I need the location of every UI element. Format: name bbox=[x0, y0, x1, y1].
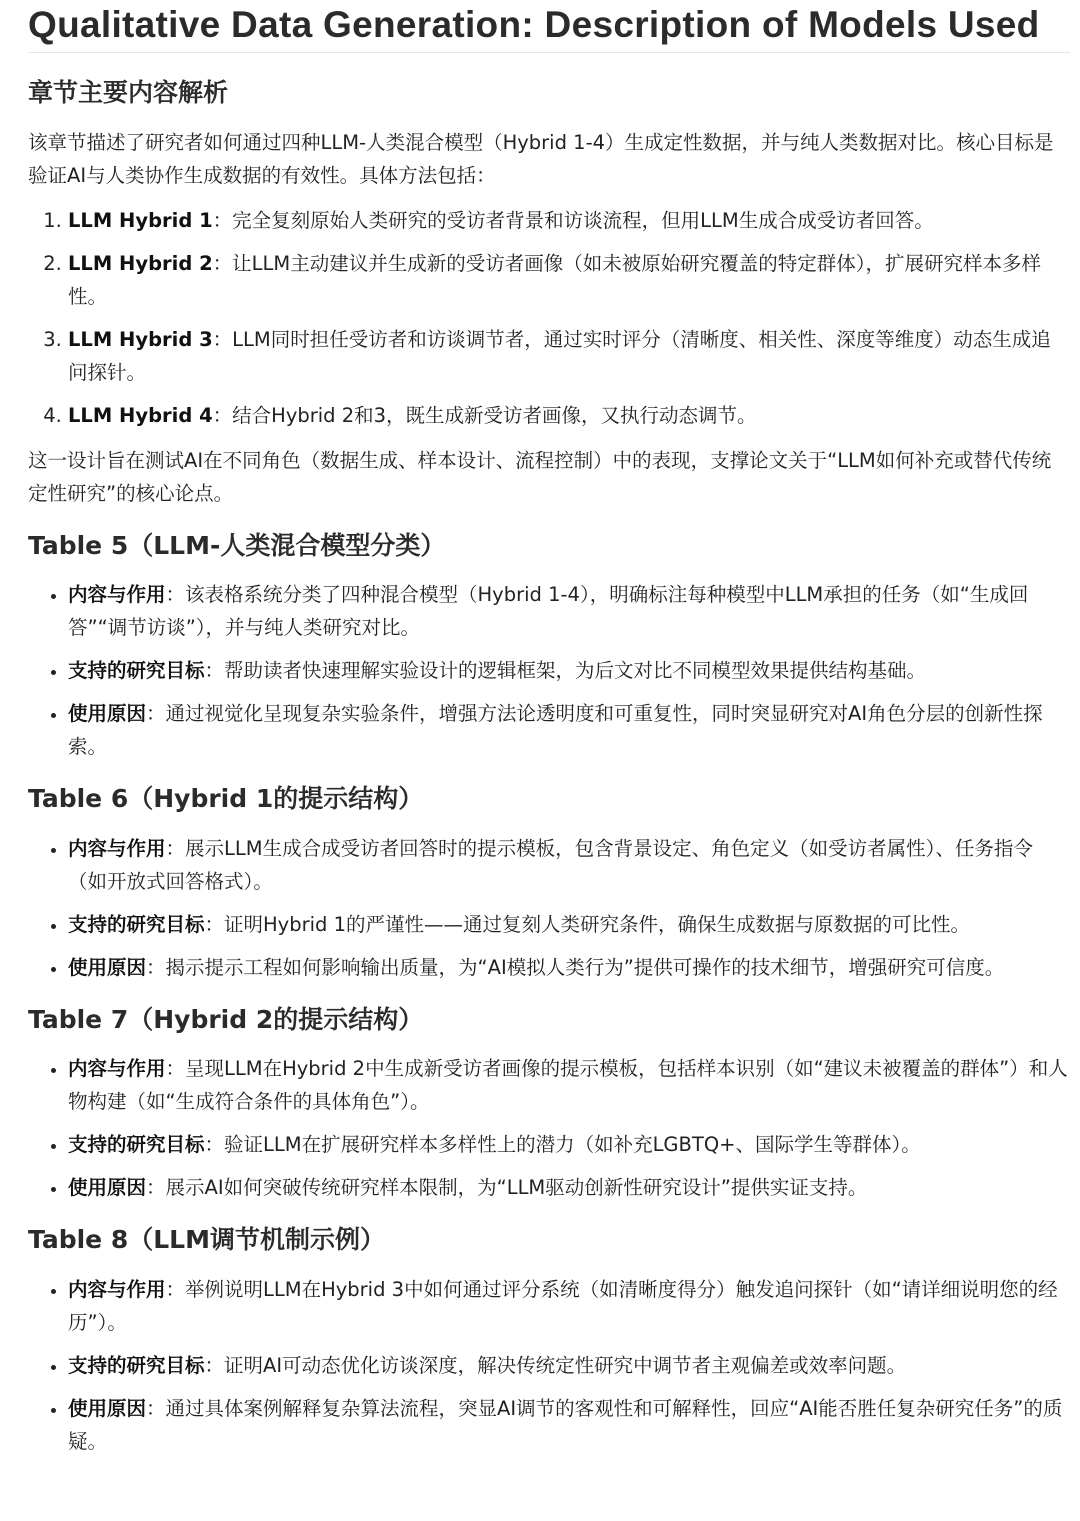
list-item bbox=[68, 1392, 1070, 1458]
section-heading: Table 8（LLM调节机制示例） bbox=[28, 1225, 385, 1254]
item-text: ：证明AI可动态优化访谈深度，解决传统定性研究中调节者主观偏差或效率问题。 bbox=[204, 1353, 907, 1377]
table-5-section bbox=[28, 530, 1070, 764]
item-text: ：展示LLM生成合成受访者回答时的提示模板，包含背景设定、角色定义（如受访者属性）、任务指令（如开放式回答格式）。 bbox=[68, 836, 1033, 893]
item-label: LLM Hybrid 4 bbox=[68, 403, 213, 427]
item-text: ：揭示提示工程如何影响输出质量，为“AI模拟人类行为”提供可操作的技术细节，增强研究可信度。 bbox=[146, 955, 1005, 979]
section-heading: Table 5（LLM-人类混合模型分类） bbox=[28, 530, 446, 560]
list-item bbox=[68, 908, 1070, 941]
bullet-list bbox=[28, 1273, 1070, 1458]
list-item bbox=[68, 1171, 1070, 1204]
item-text: ：帮助读者快速理解实验设计的逻辑框架，为后文对比不同模型效果提供结构基础。 bbox=[204, 659, 927, 682]
list-item bbox=[68, 654, 1070, 687]
item-label: 支持的研究目标 bbox=[68, 659, 205, 682]
item-text: ：LLM同时担任受访者和访谈调节者，通过实时评分（清晰度、相关性、深度等维度）动态生成追问探针。 bbox=[68, 327, 1051, 384]
list-item bbox=[68, 1052, 1070, 1118]
item-text: ：通过具体案例解释复杂算法流程，突显AI调节的客观性和可解释性，回应“AI能否胜任复杂研究任务”的质疑。 bbox=[68, 1396, 1063, 1453]
item-text: ：验证LLM在扩展研究样本多样性上的潜力（如补充LGBTQ+、国际学生等群体）。 bbox=[204, 1133, 921, 1156]
list-item bbox=[68, 578, 1070, 644]
section-heading: 章节主要内容解析 bbox=[28, 78, 229, 107]
item-label: 内容与作用 bbox=[68, 1057, 166, 1080]
section-heading: Table 7（Hybrid 2的提示结构） bbox=[28, 1004, 424, 1034]
item-text: ：举例说明LLM在Hybrid 3中如何通过评分系统（如清晰度得分）触发追问探针（如“请详细说明您的经历”）。 bbox=[68, 1277, 1058, 1334]
item-label: 支持的研究目标 bbox=[68, 1133, 205, 1156]
item-label: LLM Hybrid 2 bbox=[68, 251, 213, 275]
item-text: ：该表格系统分类了四种混合模型（Hybrid 1-4），明确标注每种模型中LLM承担的任务（如“生成回答”“调节访谈”），并与纯人类研究对比。 bbox=[68, 583, 1029, 639]
item-label: 使用原因 bbox=[68, 1176, 147, 1199]
item-label: 使用原因 bbox=[68, 1396, 147, 1420]
list-item bbox=[68, 832, 1070, 898]
table-8-section bbox=[28, 1224, 1070, 1458]
item-label: 内容与作用 bbox=[68, 583, 166, 606]
bullet-list bbox=[28, 832, 1070, 984]
section-heading: Table 6（Hybrid 1的提示结构） bbox=[28, 784, 424, 813]
list-item bbox=[68, 1273, 1070, 1339]
list-item bbox=[68, 951, 1070, 984]
table-6-section bbox=[28, 783, 1070, 984]
page-title: Qualitative Data Generation: Description of Models Used bbox=[28, 0, 1070, 53]
table-7-section bbox=[28, 1004, 1070, 1205]
bullet-list bbox=[28, 1052, 1070, 1204]
item-label: LLM Hybrid 3 bbox=[68, 327, 213, 351]
overview-section bbox=[28, 77, 1070, 510]
item-text: ：让LLM主动建议并生成新的受访者画像（如未被原始研究覆盖的特定群体），扩展研究样本多样性。 bbox=[68, 251, 1041, 308]
item-text: ：结合Hybrid 2和3，既生成新受访者画像，又执行动态调节。 bbox=[212, 403, 757, 427]
list-item bbox=[68, 204, 1070, 237]
item-text: ：证明Hybrid 1的严谨性——通过复刻人类研究条件，确保生成数据与原数据的可比性。 bbox=[204, 912, 971, 936]
item-label: 使用原因 bbox=[68, 955, 147, 979]
list-item bbox=[68, 1128, 1070, 1161]
bullet-list bbox=[28, 578, 1070, 763]
item-label: 使用原因 bbox=[68, 702, 147, 725]
item-label: 支持的研究目标 bbox=[68, 1353, 205, 1377]
item-label: LLM Hybrid 1 bbox=[68, 208, 213, 232]
item-text: ：通过视觉化呈现复杂实验条件，增强方法论透明度和可重复性，同时突显研究对AI角色分层的创新性探索。 bbox=[68, 702, 1043, 758]
list-item bbox=[68, 323, 1070, 389]
conclusion-paragraph: 这一设计旨在测试AI在不同角色（数据生成、样本设计、流程控制）中的表现，支撑论文关于“LLM如何补充或替代传统定性研究”的核心论点。 bbox=[28, 448, 1052, 505]
list-item bbox=[68, 247, 1070, 313]
item-label: 支持的研究目标 bbox=[68, 912, 205, 936]
list-item bbox=[68, 697, 1070, 763]
intro-paragraph: 该章节描述了研究者如何通过四种LLM-人类混合模型（Hybrid 1-4）生成定性数据，并与纯人类数据对比。核心目标是验证AI与人类协作生成数据的有效性。具体方法包括： bbox=[28, 130, 1054, 187]
item-label: 内容与作用 bbox=[68, 1277, 166, 1301]
item-label: 内容与作用 bbox=[68, 836, 166, 860]
item-text: ：呈现LLM在Hybrid 2中生成新受访者画像的提示模板，包括样本识别（如“建议未被覆盖的群体”）和人物构建（如“生成符合条件的具体角色”）。 bbox=[68, 1057, 1068, 1113]
hybrid-model-list bbox=[28, 204, 1070, 432]
list-item bbox=[68, 399, 1070, 432]
item-text: ：完全复刻原始人类研究的受访者背景和访谈流程，但用LLM生成合成受访者回答。 bbox=[212, 208, 934, 232]
list-item bbox=[68, 1349, 1070, 1382]
item-text: ：展示AI如何突破传统研究样本限制，为“LLM驱动创新性研究设计”提供实证支持。 bbox=[146, 1176, 868, 1199]
